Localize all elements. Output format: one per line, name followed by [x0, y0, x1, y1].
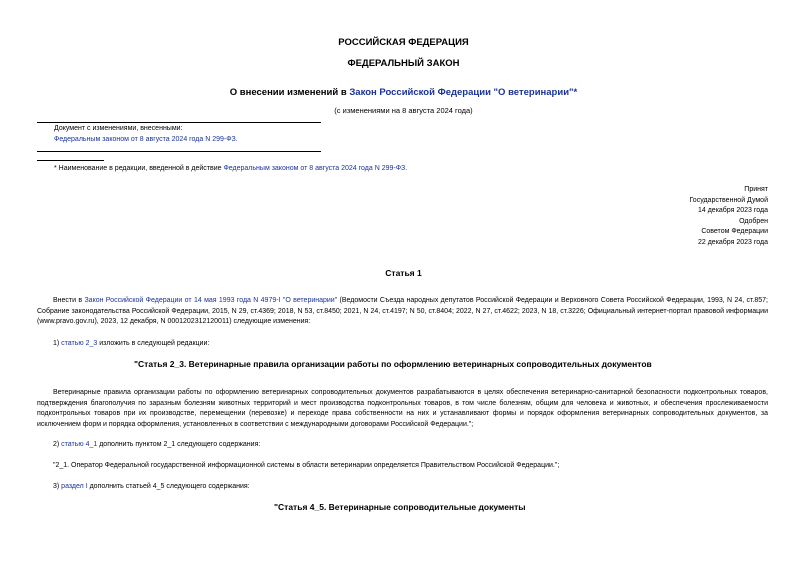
article-2-3-heading: "Статья 2_3. Ветеринарные правила организации работы по оформлению ветеринарных сопроводительных документов	[134, 359, 652, 369]
item-1	[37, 339, 768, 350]
changes-box-bottom-rule	[37, 151, 321, 152]
changes-box-link[interactable]: Федеральным законом от 8 августа 2024 года N 299-ФЗ.	[54, 136, 238, 143]
law-title	[0, 87, 807, 98]
item-2-text: дополнить пунктом 2_1 следующего содержания:	[97, 441, 261, 448]
country-heading: РОССИЙСКАЯ ФЕДЕРАЦИЯ	[338, 37, 469, 48]
footnote-rule	[37, 160, 104, 161]
acceptance-line: Одобрен	[739, 217, 768, 225]
footnote-link[interactable]: Федеральным законом от 8 августа 2024 года N 299-ФЗ.	[223, 165, 408, 172]
item-1-link[interactable]: статью 2_3	[61, 340, 98, 347]
item-3	[37, 482, 768, 493]
article-title: Статья 1	[385, 268, 422, 278]
footnote-text: * Наименование в редакции, введенной в действие	[54, 165, 224, 172]
article-intro	[37, 296, 768, 328]
article-2-3-body: Ветеринарные правила организации работы по оформлению ветеринарных сопроводительных документов разрабатываются в целях обеспечения ветеринарно-санитарной безопасности подконтрольных товаров, подтверждения благополучия по заразным болезням животных территорий и мест производства подконтрольных товаров, в том числе болезням, общим для человека и животных, и обеспечения прослеживаемости подконтрольных товаров при их производстве, перемещении (перевозке) и переходе права собственности на них и устанавливают формы и порядок оформления ветеринарных сопроводительных документов, за исключением форм и порядка оформления, установленных в соответствии с международными договорами Российской Федерации.";	[37, 389, 768, 428]
item-3-num: 3)	[53, 483, 62, 490]
item-2	[37, 440, 768, 451]
item-3-link[interactable]: раздел I	[61, 483, 88, 490]
changes-box-label: Документ с изменениями, внесенными:	[54, 125, 183, 132]
intro-rest: (Ведомости Съезда народных депутатов Российской Федерации и Верховного Совета Российской Федерации, 1993, N 24, ст.857; Собрание законодательства Российской Федерации, 2015, N 29, ст.4369; 2018, N 53, ст.8450; 2021, N 24, ст.4197; N 50, ст.8404; 2022, N 27, ст.4622; 2023, N 18, ст.3226; Официальный интернет-портал правовой информации (www.pravo.gov.ru), 2023, 12 декабря, N 0001202312120011) следующие изменения:	[37, 297, 768, 326]
changes-box-top-rule	[37, 122, 321, 123]
item-2-link[interactable]: статью 4_1	[61, 441, 98, 448]
item-2-quote: "2_1. Оператор Федеральной государственной информационной системы в области ветеринарии определяется Правительством Российской Федерации.";	[53, 462, 560, 469]
acceptance-line: Государственной Думой	[689, 196, 768, 204]
footnote	[54, 165, 407, 172]
intro-link[interactable]: Закон Российской Федерации от 14 мая 1993 года N 4979-I "О ветеринарии"	[84, 297, 338, 304]
article-4-5-heading: "Статья 4_5. Ветеринарные сопроводительные документы	[274, 502, 526, 512]
acceptance-line: 14 декабря 2023 года	[697, 207, 768, 215]
edition-note: (с изменениями на 8 августа 2024 года)	[334, 106, 473, 115]
acceptance-block	[689, 185, 768, 249]
law-title-link[interactable]: Закон Российской Федерации "О ветеринарии"*	[349, 87, 578, 98]
acceptance-line: Принят	[744, 186, 768, 193]
item-3-text: дополнить статьей 4_5 следующего содержания:	[87, 483, 250, 490]
law-title-prefix: О внесении изменений в	[229, 87, 350, 98]
item-1-num: 1)	[53, 340, 62, 347]
intro-prefix: Внести в	[53, 297, 85, 304]
law-type-heading: ФЕДЕРАЛЬНЫЙ ЗАКОН	[347, 58, 460, 69]
item-1-text: изложить в следующей редакции:	[97, 340, 210, 347]
acceptance-line: 22 декабря 2023 года	[697, 238, 768, 246]
item-2-num: 2)	[53, 441, 62, 448]
acceptance-line: Советом Федерации	[701, 228, 768, 236]
